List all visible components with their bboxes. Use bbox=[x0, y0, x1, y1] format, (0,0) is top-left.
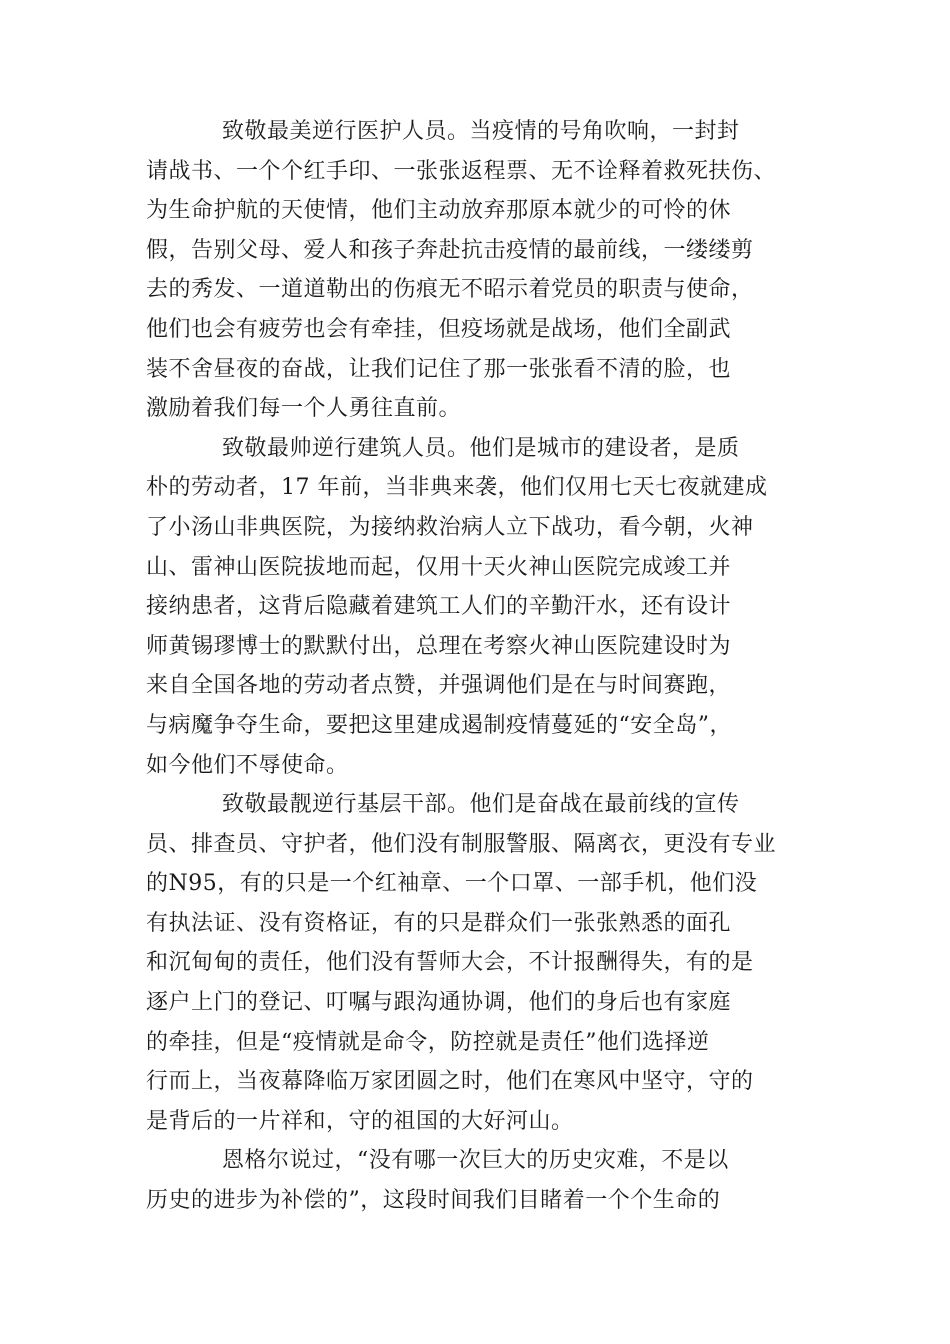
text-line: 激励着我们每一个人勇往直前。 bbox=[146, 396, 462, 422]
text-line: 如今他们不辱使命。 bbox=[146, 752, 349, 778]
paragraph-engels-quote bbox=[146, 1141, 812, 1220]
paragraph-grassroots-cadres bbox=[146, 785, 812, 1141]
text-line: 来自全国各地的劳动者点赞，并强调他们是在与时间赛跑， bbox=[146, 673, 732, 699]
text-line: 的N95，有的只是一个红袖章、一个口罩、一部手机，他们没 bbox=[146, 871, 758, 897]
text-line: 历史的进步为补偿的”，这段时间我们目睹着一个个生命的 bbox=[146, 1188, 721, 1214]
text-line: 接纳患者，这背后隐藏着建筑工人们的辛勤汗水，还有设计 bbox=[146, 594, 732, 620]
text-line: 朴的劳动者，17 年前，当非典来袭，他们仅用七天七夜就建成 bbox=[146, 475, 768, 501]
text-line: 致敬最美逆行医护人员。当疫情的号角吹响，一封封 bbox=[222, 119, 740, 144]
text-line: 了小汤山非典医院，为接纳救治病人立下战功，看今朝，火神 bbox=[146, 514, 754, 540]
text-line: 假，告别父母、爱人和孩子奔赴抗击疫情的最前线，一缕缕剪 bbox=[146, 237, 754, 263]
document-body bbox=[146, 112, 812, 1221]
text-line: 和沉甸甸的责任，他们没有誓师大会，不计报酬得失，有的是 bbox=[146, 950, 754, 976]
text-line: 致敬最帅逆行建筑人员。他们是城市的建设者，是质 bbox=[222, 435, 740, 461]
text-line: 有执法证、没有资格证，有的只是群众们一张张熟悉的面孔 bbox=[146, 910, 732, 936]
text-line: 请战书、一个个红手印、一张张返程票、无不诠释着救死扶伤、 bbox=[146, 158, 777, 184]
text-line: 师黄锡璆博士的默默付出，总理在考察火神山医院建设时为 bbox=[146, 633, 732, 659]
text-line: 装不舍昼夜的奋战，让我们记住了那一张张看不清的脸，也 bbox=[146, 356, 732, 382]
text-line: 去的秀发、一道道勒出的伤痕无不昭示着党员的职责与使命， bbox=[146, 277, 754, 303]
text-line: 山、雷神山医院拔地而起，仅用十天火神山医院完成竣工并 bbox=[146, 554, 732, 580]
text-line: 与病魔争夺生命，要把这里建成遏制疫情蔓延的“安全岛”， bbox=[146, 712, 732, 738]
text-line: 的牵挂，但是“疫情就是命令，防控就是责任”他们选择逆 bbox=[146, 1029, 710, 1055]
paragraph-medical-staff bbox=[146, 112, 812, 429]
text-line: 致敬最靓逆行基层干部。他们是奋战在最前线的宣传 bbox=[222, 792, 740, 818]
text-line: 恩格尔说过，“没有哪一次巨大的历史灾难，不是以 bbox=[222, 1148, 729, 1174]
paragraph-construction-workers bbox=[146, 429, 812, 785]
text-line: 是背后的一片祥和，守的祖国的大好河山。 bbox=[146, 1108, 574, 1134]
text-line: 他们也会有疲劳也会有牵挂，但疫场就是战场，他们全副武 bbox=[146, 316, 732, 342]
text-line: 为生命护航的天使情，他们主动放弃那原本就少的可怜的休 bbox=[146, 198, 732, 224]
text-line: 行而上，当夜幕降临万家团圆之时，他们在寒风中坚守，守的 bbox=[146, 1069, 754, 1095]
text-line: 逐户上门的登记、叮嘱与跟沟通协调，他们的身后也有家庭 bbox=[146, 990, 732, 1016]
text-line: 员、排查员、守护者，他们没有制服警服、隔离衣，更没有专业 bbox=[146, 831, 777, 857]
